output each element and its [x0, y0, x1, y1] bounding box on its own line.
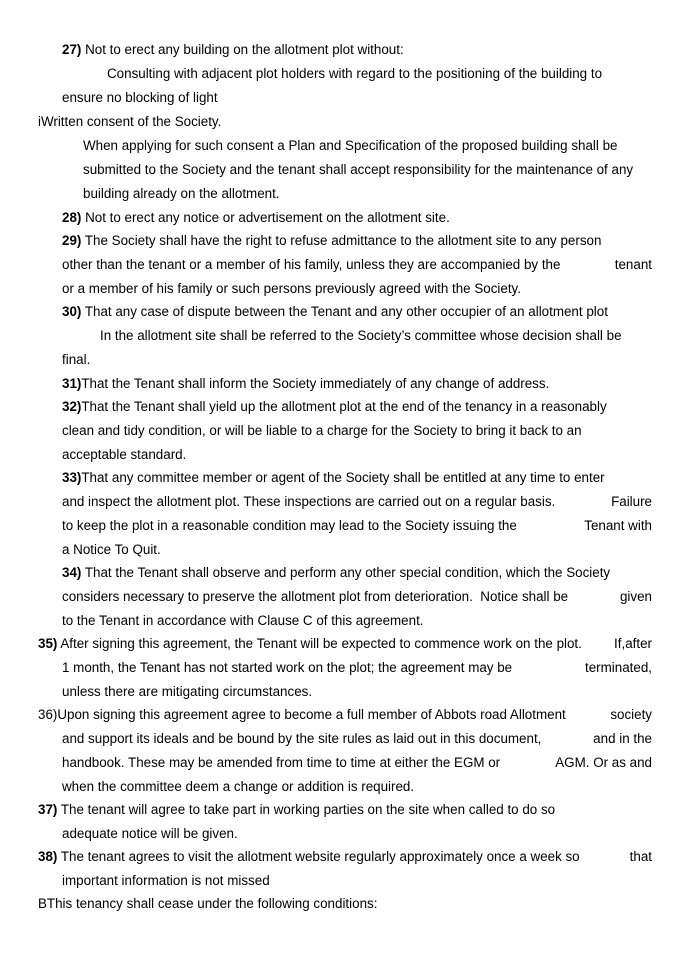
clause-34-line-1: 34) That the Tenant shall observe and perform any other special condition, which the Society — [62, 565, 611, 580]
section-b-heading: BThis tenancy shall cease under the following conditions: — [38, 896, 378, 911]
clause-33-line-3: to keep the plot in a reasonable condition may lead to the Society issuing the Tenant with — [62, 518, 652, 533]
clause-36-line-3: handbook. These may be amended from time to time at either the EGM or AGM. Or as and — [62, 755, 652, 770]
clause-31-number: 31) — [62, 376, 82, 391]
clause-36-line-2: and support its ideals and be bound by the site rules as laid out in this document, and in the — [62, 731, 652, 746]
clause-28-number: 28) — [62, 210, 82, 225]
clause-34-line-3: to the Tenant in accordance with Clause C of this agreement. — [62, 613, 424, 628]
clause-29-number: 29) — [62, 233, 82, 248]
clause-33-number: 33) — [62, 470, 82, 485]
clause-38-line-2: important information is not missed — [62, 873, 270, 888]
clause-37-line-2: adequate notice will be given. — [62, 826, 238, 841]
clause-31: 31)That the Tenant shall inform the Society immediately of any change of address. — [62, 376, 550, 391]
clause-33-line-1: 33)That any committee member or agent of the Society shall be entitled at any time to enter — [62, 470, 605, 485]
clause-33-line-2: and inspect the allotment plot. These inspections are carried out on a regular basis. Failure — [62, 494, 652, 509]
clause-29-line-3: or a member of his family or such persons previously agreed with the Society. — [62, 281, 521, 296]
clause-37-line-1: 37) The tenant will agree to take part in working parties on the site when called to do so — [38, 802, 556, 817]
clause-30-number: 30) — [62, 304, 82, 319]
clause-34-line-2: considers necessary to preserve the allotment plot from deterioration. Notice shall be given — [62, 589, 652, 604]
clause-32-line-2: clean and tidy condition, or will be liable to a charge for the Society to bring it back to an — [62, 423, 582, 438]
clause-32-line-1: 32)That the Tenant shall yield up the allotment plot at the end of the tenancy in a reasonably — [62, 399, 607, 414]
clause-38-number: 38) — [38, 849, 58, 864]
clause-37-number: 37) — [38, 802, 58, 817]
clause-27-line-2: ensure no blocking of light — [62, 90, 218, 105]
clause-27-plan-line-1: When applying for such consent a Plan and Specification of the proposed building shall be — [83, 138, 618, 153]
clause-35-number: 35) — [38, 636, 58, 651]
clause-29-line-2: other than the tenant or a member of his family, unless they are accompanied by the tenant — [62, 257, 652, 272]
clause-27-line-1: Consulting with adjacent plot holders with regard to the positioning of the building to — [107, 66, 603, 81]
clause-36-line-4: when the committee deem a change or addition is required. — [62, 779, 415, 794]
clause-35-line-3: unless there are mitigating circumstances. — [62, 684, 313, 699]
clause-32-line-3: acceptable standard. — [62, 447, 187, 462]
clause-27-intro: 27) Not to erect any building on the allotment plot without: — [62, 42, 404, 57]
clause-34-number: 34) — [62, 565, 82, 580]
clause-35-line-1: 35) After signing this agreement, the Tenant will be expected to commence work on the plot. If,after — [38, 636, 652, 651]
clause-30-line-2: In the allotment site shall be referred to the Society’s committee whose decision shall be — [100, 328, 622, 343]
clause-30-line-3: final. — [62, 352, 91, 367]
clause-33-line-4: a Notice To Quit. — [62, 542, 161, 557]
clause-38-line-1: 38) The tenant agrees to visit the allotment website regularly approximately once a week so that — [38, 849, 652, 864]
clause-27-number: 27) — [62, 42, 82, 57]
clause-36-line-1: 36)Upon signing this agreement agree to become a full member of Abbots road Allotment society — [38, 707, 652, 722]
clause-32-number: 32) — [62, 399, 82, 414]
clause-35-line-2: 1 month, the Tenant has not started work on the plot; the agreement may be terminated, — [62, 660, 652, 675]
clause-27-plan-line-2: submitted to the Society and the tenant shall accept responsibility for the maintenance of any — [83, 162, 634, 177]
clause-30-line-1: 30) That any case of dispute between the Tenant and any other occupier of an allotment plot — [62, 304, 608, 319]
clause-27-written-consent: iWritten consent of the Society. — [38, 114, 222, 129]
clause-29-line-1: 29) The Society shall have the right to refuse admittance to the allotment site to any person — [62, 233, 602, 248]
clause-27-plan-line-3: building already on the allotment. — [83, 186, 280, 201]
clause-28: 28) Not to erect any notice or advertisement on the allotment site. — [62, 210, 450, 225]
